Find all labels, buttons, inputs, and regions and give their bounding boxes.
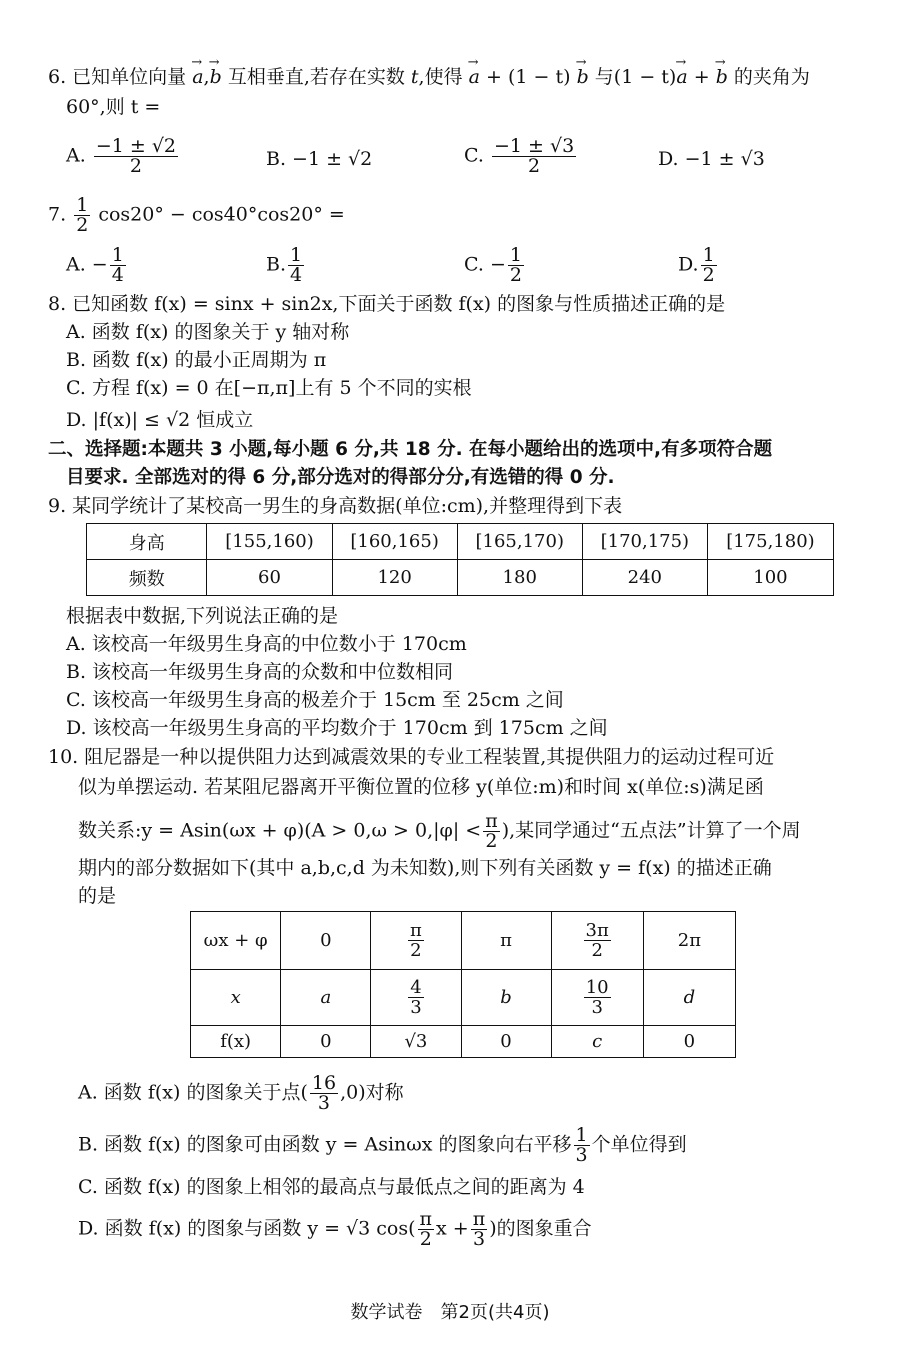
q6-a-den: 2 (129, 155, 142, 177)
q10-d-den2: 3 (472, 1228, 486, 1250)
q7-a-den: 4 (111, 264, 124, 286)
q10-b-tail: 个单位得到 (591, 1133, 687, 1156)
vector-a: a → (192, 64, 203, 90)
table-row (87, 524, 834, 560)
q6-stem-line1 (48, 64, 810, 90)
table-cell: 120 (332, 560, 457, 596)
q7-b-den: 4 (290, 264, 303, 286)
q6-a-num: −1 ± √2 (95, 135, 177, 157)
q8-option-a: A. 函数 f(x) 的图象关于 y 轴对称 (66, 321, 350, 343)
q10-pi: π (485, 810, 498, 832)
vector-b: b → (210, 64, 222, 90)
q7-a-frac (110, 246, 126, 285)
q6-option-c (464, 137, 578, 176)
table-cell: d (643, 970, 735, 1026)
q7-c-label: C. − (464, 253, 506, 276)
table-cell: [165,170) (457, 524, 582, 560)
q7-c-frac (508, 246, 524, 285)
vector-b-3: b → (716, 64, 728, 90)
q10-option-b (78, 1126, 687, 1165)
q10-a-text: A. 函数 f(x) 的图象关于点( (78, 1081, 308, 1104)
table-cell (371, 970, 461, 1026)
q6-expr1: + (1 − t) (486, 66, 571, 88)
q10-pi-over-2 (483, 812, 500, 851)
q10-five-point: ),某同学通过“五点法”计算了一个周 (501, 819, 801, 842)
q7-c-den: 2 (509, 264, 522, 286)
q9-option-a: A. 该校高一年级男生身高的中位数小于 170cm (66, 633, 467, 655)
frac (584, 978, 611, 1017)
table-row (191, 970, 736, 1026)
table-cell: 0 (461, 1026, 551, 1058)
table-cell: 0 (281, 1026, 371, 1058)
q7-b-num: 1 (290, 244, 303, 266)
five-point-table (190, 911, 736, 1058)
q6-comma: , (203, 66, 210, 88)
frac (408, 978, 423, 1017)
vector-a-3: a → (676, 64, 687, 90)
q10-stem-line1: 10. 阻尼器是一种以提供阻力达到减震效果的专业工程装置,其提供阻力的运动过程可近 (48, 746, 775, 768)
q7-c-num: 1 (509, 244, 522, 266)
q7-d-num: 1 (702, 244, 715, 266)
q10-a-tail: ,0)对称 (340, 1081, 404, 1104)
q10-b-text: B. 函数 f(x) 的图象可由函数 y = Asinωx 的图象向右平移 (78, 1133, 572, 1156)
q6-text-4: 的夹角为 (733, 66, 810, 88)
frac (584, 921, 611, 960)
den: 2 (410, 940, 422, 961)
table-cell: √3 (371, 1026, 461, 1058)
vector-a-2: a → (469, 64, 480, 90)
table-cell: a (281, 970, 371, 1026)
table-cell: f(x) (191, 1026, 281, 1058)
q10-option-c: C. 函数 f(x) 的图象上相邻的最高点与最低点之间的距离为 4 (78, 1176, 585, 1198)
q6-text-2: 互相垂直,若存在实数 (227, 66, 405, 88)
q10-d-text: D. 函数 f(x) 的图象与函数 y = √3 cos( (78, 1217, 416, 1240)
q10-stem-line3 (78, 812, 801, 851)
q10-option-a (78, 1074, 404, 1113)
q10-d-den1: 2 (419, 1228, 432, 1250)
den: 3 (591, 997, 603, 1018)
q10-b-den: 3 (575, 1144, 588, 1166)
q7-stem (48, 196, 345, 235)
table-cell: b (461, 970, 551, 1026)
table-row (87, 560, 834, 596)
q10-option-d (78, 1210, 592, 1249)
q7-d-den: 2 (702, 264, 715, 286)
q10-stem-line5: 的是 (78, 885, 117, 907)
q10-a-den: 3 (317, 1092, 331, 1114)
q7-expr: cos20° − cos40°cos20° = (98, 203, 345, 226)
q10-d-frac2 (471, 1210, 488, 1249)
q6-option-a (66, 137, 180, 176)
q10-b-frac (574, 1126, 590, 1165)
q10-two: 2 (485, 830, 498, 852)
q10-stem-line4: 期内的部分数据如下(其中 a,b,c,d 为未知数),则下列有关函数 y = f(x) 的描述正确 (78, 857, 772, 879)
table-row (191, 1026, 736, 1058)
q10-d-num1: π (419, 1208, 433, 1230)
q9-stem: 9. 某同学统计了某校高一男生的身高数据(单位:cm),并整理得到下表 (48, 495, 623, 517)
page-footer: 数学试卷 第2页(共4页) (350, 1302, 550, 1323)
q7-b-frac (288, 246, 304, 285)
q10-a-frac (310, 1074, 338, 1113)
den: 3 (410, 997, 422, 1018)
section2-heading-line2: 目要求. 全部选对的得 6 分,部分选对的得部分分,有选错的得 0 分. (66, 467, 615, 488)
num: 4 (410, 977, 422, 998)
num: 10 (585, 977, 609, 998)
den: 2 (591, 940, 603, 961)
q8-option-d: D. |f(x)| ≤ √2 恒成立 (66, 409, 254, 431)
q9-option-d: D. 该校高一年级男生身高的平均数介于 170cm 到 175cm 之间 (66, 717, 608, 739)
table-cell: ωx + φ (191, 912, 281, 970)
q6-plus: + (693, 66, 710, 88)
q6-text: 6. 已知单位向量 (48, 66, 187, 88)
q6-a-label: A. (66, 144, 86, 167)
table-cell: [155,160) (207, 524, 332, 560)
q7-option-a (66, 246, 128, 285)
q6-option-d: D. −1 ± √3 (658, 148, 765, 170)
table-cell: 频数 (87, 560, 207, 596)
table-cell: 60 (207, 560, 332, 596)
table-cell: π (461, 912, 551, 970)
q7-den: 2 (76, 214, 89, 236)
q10-d-mid: x + (436, 1217, 469, 1240)
table-cell (551, 970, 643, 1026)
q10-stem-line2: 似为单摆运动. 若某阻尼器离开平衡位置的位移 y(单位:m)和时间 x(单位:s)满足函 (78, 776, 764, 798)
table-cell: [170,175) (582, 524, 707, 560)
q8-option-b: B. 函数 f(x) 的最小正周期为 π (66, 349, 327, 371)
q6-c-label: C. (464, 144, 484, 167)
q8-stem: 8. 已知函数 f(x) = sinx + sin2x,下面关于函数 f(x) 的图象与性质描述正确的是 (48, 293, 726, 315)
table-cell: 0 (643, 1026, 735, 1058)
q9-option-b: B. 该校高一年级男生身高的众数和中位数相同 (66, 661, 454, 683)
q10-a-num: 16 (311, 1072, 337, 1094)
q7-a-num: 1 (111, 244, 124, 266)
q10-d-frac1 (418, 1210, 435, 1249)
num: 3π (585, 920, 609, 941)
q7-option-d (678, 246, 719, 285)
q10-d-tail: )的图象重合 (489, 1217, 592, 1240)
q7-option-b (266, 246, 306, 285)
frac (408, 921, 424, 960)
table-cell: 0 (281, 912, 371, 970)
q7-half (74, 196, 90, 235)
vector-b-2: b → (577, 64, 589, 90)
table-cell (371, 912, 461, 970)
table-cell: x (191, 970, 281, 1026)
q6-text-3: ,使得 (418, 66, 463, 88)
q9-lead: 根据表中数据,下列说法正确的是 (66, 605, 339, 627)
table-cell: 240 (582, 560, 707, 596)
table-cell: 2π (643, 912, 735, 970)
q6-c-num: −1 ± √3 (493, 135, 575, 157)
q6-option-b: B. −1 ± √2 (266, 148, 373, 170)
table-row (191, 912, 736, 970)
table-cell: 180 (457, 560, 582, 596)
q6-with: 与(1 − t) (594, 66, 677, 88)
q8-option-c: C. 方程 f(x) = 0 在[−π,π]上有 5 个不同的实根 (66, 377, 472, 399)
q7-a-label: A. − (66, 253, 108, 276)
q10-b-num: 1 (575, 1124, 588, 1146)
table-cell: [175,180) (707, 524, 833, 560)
q7-b-label: B. (266, 253, 287, 276)
q6-c-frac (492, 137, 576, 176)
table-cell: 100 (707, 560, 833, 596)
q7-number: 7. (48, 203, 67, 226)
table-cell: c (551, 1026, 643, 1058)
q10-d-num2: π (472, 1208, 486, 1230)
table-cell (551, 912, 643, 970)
q7-d-label: D. (678, 253, 699, 276)
section2-heading-line1: 二、选择题:本题共 3 小题,每小题 6 分,共 18 分. 在每小题给出的选项中,有多项符合题 (48, 439, 773, 460)
q7-d-frac (701, 246, 717, 285)
q10-func-def: 数关系:y = Asin(ωx + φ)(A > 0,ω > 0,|φ| < (78, 819, 482, 842)
table-cell: [160,165) (332, 524, 457, 560)
q7-option-c (464, 246, 526, 285)
num: π (409, 920, 422, 941)
q7-num: 1 (76, 194, 89, 216)
q6-c-den: 2 (528, 155, 541, 177)
table-cell: 身高 (87, 524, 207, 560)
q9-option-c: C. 该校高一年级男生身高的极差介于 15cm 至 25cm 之间 (66, 689, 564, 711)
q6-stem-line2: 60°,则 t = (66, 96, 161, 118)
height-frequency-table (86, 523, 834, 596)
q6-a-frac (94, 137, 178, 176)
q6-t: t (410, 66, 419, 88)
